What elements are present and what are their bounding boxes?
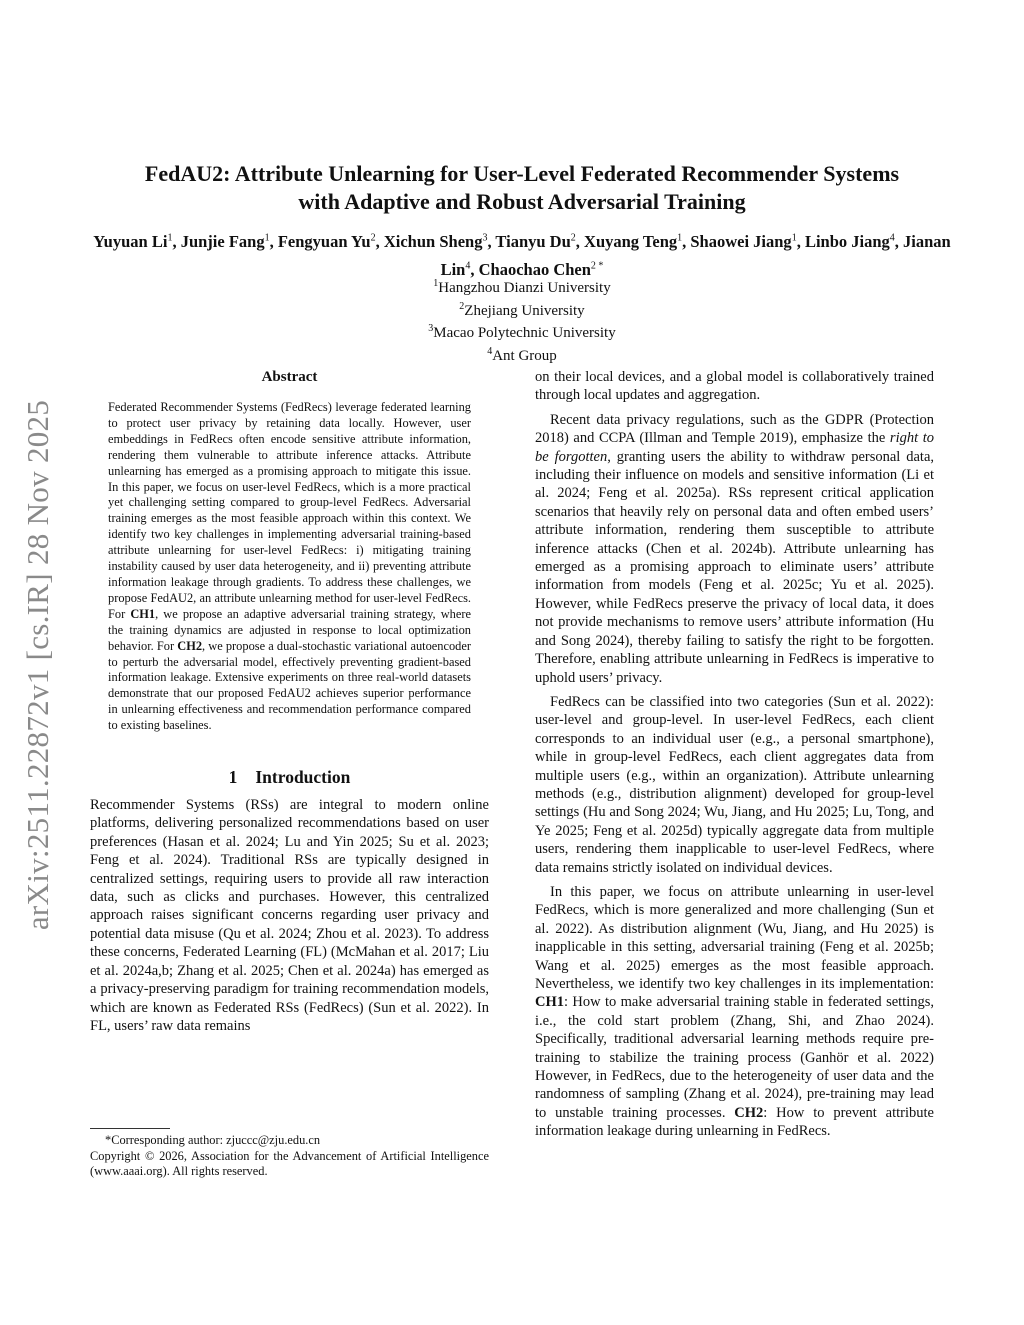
left-column	[90, 368, 489, 1035]
copyright-note: Copyright © 2026, Association for the Advancement of Artificial Intelligence (www.aaai.org). All rights reserved.	[90, 1148, 489, 1178]
affiliation: $^2$Zhejiang University	[459, 300, 585, 319]
intro-paragraph-2: Recent data privacy regulations, such as the GDPR (Protection 2018) and CCPA (Illman and Temple 2019), emphasize the right to be forgotten, granting users the ability to withdraw personal data, including their influence on models and sensitive information (Li et al. 2024; Feng et al. 2025a). RSs represent critical application scenarios that heavily rely on personal data and often embed users’ attribute information, rendering them susceptible to attribute inference attacks (Chen et al. 2024b). Attribute unlearning has emerged as a promising approach to eliminate users’ attribute information from models (Feng et al. 2025c; Yu et al. 2025). However, while FedRecs preserve the privacy of local data, it does not provide mechanisms to remove users’ attribute information (Hu and Song 2024), thereby failing to satisfy the right to be forgotten. Therefore, enabling attribute unlearning in FedRecs is imperative to uphold users’ privacy.	[535, 411, 935, 686]
affiliation: $^4$Ant Group	[487, 345, 557, 364]
arxiv-sidebar-stamp	[8, 375, 68, 955]
footnotes	[90, 1128, 489, 1180]
author: Yuyuan Li$^1$,	[93, 231, 181, 251]
abstract-text: Federated Recommender Systems (FedRecs) leverage federated learning to protect user privacy by retaining data locally. However, user embeddings in FedRecs often encode sensitive attribute information, rendering them vulnerable to attribute inference attacks. Attribute unlearning has emerged as a promising approach to mitigate this issue. In this paper, we focus on user-level FedRecs, which is a more practical yet challenging setting compared to group-level FedRecs. Adversarial training emerges as the most feasible approach within this context. We identify two key challenges in implementing adversarial training-based attribute unlearning for user-level FedRecs: i) mitigating training instability caused by user data heterogeneity, and ii) preventing attribute information leakage through gradients. To address these challenges, we propose FedAU2, an attribute unlearning method for user-level FedRecs. For CH1, we propose an adaptive adversarial training strategy, where the training dynamics are adjusted in response to local optimization behavior. For CH2, we propose a dual-stochastic variational autoencoder to perturb the adversarial model, effectively preventing gradient-based information leakage. Extensive experiments on three real-world datasets demonstrate that our proposed FedAU2 achieves superior performance in unlearning effectiveness and recommendation performance compared to existing baselines.	[108, 400, 471, 733]
affiliation: $^3$Macao Polytechnic University	[428, 323, 616, 341]
arxiv-identifier: arXiv:2511.22872v1 [cs.IR] 28 Nov 2025	[20, 399, 55, 931]
author: Junjie Fang$^1$,	[180, 231, 278, 251]
title-line-1: FedAU2: Attribute Unlearning for User-Level Federated Recommender Systems	[144, 161, 900, 186]
section-number: 1	[228, 767, 238, 788]
author: Jianan Lin$^4$,	[440, 231, 951, 279]
section-title: Introduction	[255, 767, 351, 788]
section-heading-introduction	[90, 766, 489, 788]
intro-paragraph-4: In this paper, we focus on attribute unlearning in user-level FedRecs, which is more generalized and more challenging (Sun et al. 2022). As distribution alignment (Wu, Jiang, and Hu 2025) is inapplicable in this setting, adversarial training (Feng et al. 2025b; Wang et al. 2025) emerges as the most feasible approach. Nevertheless, we identify two key challenges in its implementation: CH1: How to make adversarial training stable in federated settings, i.e., the cold start problem (Zhang, Shi, and Zhao 2024). Specifically, traditional adversarial learning methods require pre-training to stabilize the training process (Ganhör et al. 2022) However, in FedRecs, due to the heterogeneity of user data and the randomness of sampling (Zhang et al. 2024), pre-training may lead to unstable training processes. CH2: How to prevent attribute information leakage during unlearning in FedRecs.	[535, 883, 934, 1140]
author: Xuyang Teng$^1$,	[584, 231, 691, 251]
ch1-label: CH1	[535, 994, 564, 1011]
intro-paragraph-1: Recommender Systems (RSs) are integral to modern online platforms, delivering personalized recommendations based on user preferences (Hasan et al. 2024; Lu and Yin 2025; Su et al. 2023; Feng et al. 2024). Traditional RSs are typically designed in centralized settings, requiring users to provide all raw interaction data, such as clicks and purchases. However, this centralized approach raises significant concerns regarding user privacy and potential data misuse (Qu et al. 2024; Zhou et al. 2023). To address these concerns, Federated Learning (FL) (McMahan et al. 2017; Liu et al. 2024a,b; Zhang et al. 2025; Chen et al. 2024a) has emerged as a privacy-preserving paradigm for training recommendation models, which are known as Federated RSs (FedRecs) (Sun et al. 2022). In FL, users’ raw data remains	[90, 797, 489, 1034]
footnote-rule	[90, 1128, 170, 1129]
intro-paragraph-3: FedRecs can be classified into two categories (Sun et al. 2022): user-level and group-level. In user-level FedRecs, each client corresponds to an individual user (e.g., a personal smartphone), while in group-level FedRecs, each client aggregates data from multiple users (e.g., within an organization). Attribute unlearning methods (e.g., distribution alignment) developed for group-level settings (Hu and Song 2024; Wu, Jiang, and Hu 2025; Lu, Tong, and Ye 2025; Feng et al. 2025d) typically aggregate data from multiple users, rendering them inapplicable to user-level FedRecs, where data remains strictly isolated on individual devices.	[535, 693, 934, 876]
title-line-2: with Adaptive and Robust Adversarial Training	[298, 189, 746, 214]
paper-title	[88, 160, 956, 216]
author: Linbo Jiang$^4$,	[804, 231, 904, 251]
corresponding-author-note: *Corresponding author: zjuccc@zju.edu.cn	[105, 1133, 321, 1147]
author: Chaochao Chen$^{2 *}$	[478, 260, 604, 279]
right-column	[535, 368, 934, 1141]
affiliation: $^1$Hangzhou Dianzi University	[433, 278, 611, 296]
intro-paragraph-1-continued: on their local devices, and a global model is collaboratively trained through local updates and aggregation.	[535, 369, 934, 404]
ch1-label: CH1	[130, 606, 156, 621]
right-to-be-forgotten-emphasis: right to be forgotten	[535, 430, 935, 465]
author: Tianyu Du$^2$,	[495, 231, 585, 251]
author: Fengyuan Yu$^2$,	[277, 231, 384, 251]
abstract-heading: Abstract	[261, 369, 318, 385]
author-list	[88, 225, 956, 282]
author: Shaowei Jiang$^1$,	[690, 231, 805, 251]
author: Xichun Sheng$^3$,	[383, 231, 496, 251]
affiliation-list	[88, 275, 956, 365]
ch2-label: CH2	[177, 638, 203, 653]
ch2-label: CH2	[734, 1104, 764, 1121]
